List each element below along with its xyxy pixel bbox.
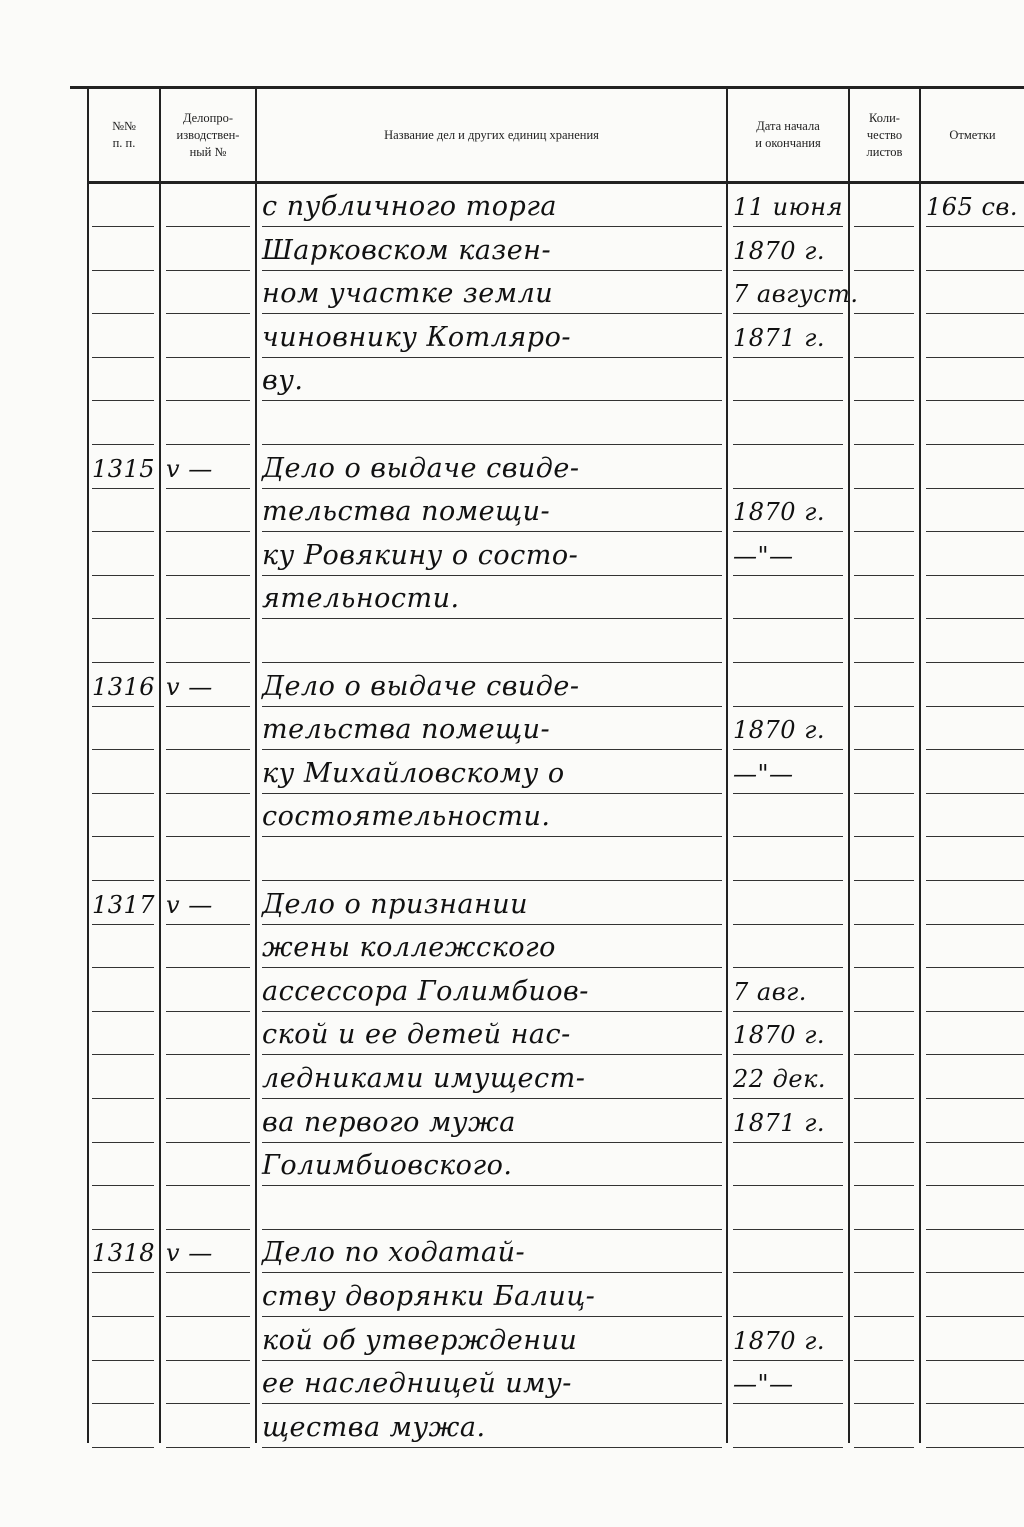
item-dates: 1870 г. — [733, 232, 843, 271]
office-number — [166, 537, 250, 576]
item-notes — [926, 1147, 1024, 1186]
item-dates: —"— — [733, 1365, 843, 1404]
sheet-count — [854, 1278, 914, 1317]
office-number — [166, 842, 250, 881]
header-office-number: Делопро- изводствен- ный № — [176, 110, 240, 159]
sheet-count — [854, 1016, 914, 1055]
office-number — [166, 1278, 250, 1317]
table-row — [0, 925, 1024, 969]
item-title: тельства помещи- — [262, 493, 722, 532]
table-row — [0, 315, 1024, 359]
item-notes — [926, 319, 1024, 358]
sheet-count — [854, 1147, 914, 1186]
item-title: кой об утверждении — [262, 1322, 722, 1361]
header-title: Название дел и других единиц хранения — [384, 127, 599, 142]
office-number — [166, 798, 250, 837]
table-row — [0, 969, 1024, 1013]
item-number — [92, 1278, 154, 1317]
office-number — [166, 711, 250, 750]
item-title: ледниками имущест- — [262, 1060, 722, 1099]
table-row — [0, 838, 1024, 882]
item-number — [92, 406, 154, 445]
sheet-count — [854, 1365, 914, 1404]
office-number — [166, 1322, 250, 1361]
item-title: ва первого мужа — [262, 1104, 722, 1143]
office-number — [166, 755, 250, 794]
sheet-count — [854, 537, 914, 576]
item-title: ном участке земли — [262, 275, 722, 314]
table-row — [0, 576, 1024, 620]
office-number — [166, 1409, 250, 1448]
item-dates — [733, 406, 843, 445]
sheet-count — [854, 842, 914, 881]
item-notes — [926, 1322, 1024, 1361]
item-number — [92, 711, 154, 750]
office-number — [166, 580, 250, 619]
item-number: 1317 — [92, 886, 154, 925]
item-notes — [926, 624, 1024, 663]
item-notes — [926, 711, 1024, 750]
office-number — [166, 1060, 250, 1099]
item-notes — [926, 406, 1024, 445]
office-number — [166, 973, 250, 1012]
item-notes — [926, 886, 1024, 925]
item-notes — [926, 798, 1024, 837]
item-title: Шарковском казен- — [262, 232, 722, 271]
item-notes — [926, 973, 1024, 1012]
header-number: №№ п. п. — [112, 119, 136, 150]
item-number — [92, 319, 154, 358]
item-title: чиновнику Котляро- — [262, 319, 722, 358]
item-number — [92, 232, 154, 271]
table-row — [0, 620, 1024, 664]
item-title: Голимбиовского. — [262, 1147, 722, 1186]
item-number — [92, 1322, 154, 1361]
sheet-count — [854, 711, 914, 750]
item-notes — [926, 580, 1024, 619]
office-number — [166, 929, 250, 968]
item-title: ассессора Голимбиов- — [262, 973, 722, 1012]
item-notes — [926, 1278, 1024, 1317]
item-title: жены коллежского — [262, 929, 722, 968]
table-row — [0, 1405, 1024, 1449]
table-row — [0, 664, 1024, 708]
item-title: ву. — [262, 362, 722, 401]
item-dates — [733, 929, 843, 968]
item-title: Дело о выдаче свиде- — [262, 668, 722, 707]
item-dates — [733, 886, 843, 925]
office-number — [166, 1104, 250, 1143]
table-row — [0, 1100, 1024, 1144]
sheet-count — [854, 1060, 914, 1099]
item-dates: 1871 г. — [733, 319, 843, 358]
item-notes — [926, 1409, 1024, 1448]
item-notes — [926, 1234, 1024, 1273]
item-dates — [733, 362, 843, 401]
table-row — [0, 1230, 1024, 1274]
item-dates: 7 август. — [733, 275, 843, 314]
item-number — [92, 755, 154, 794]
item-notes — [926, 1104, 1024, 1143]
item-dates: 7 авг. — [733, 973, 843, 1012]
office-number: v — — [166, 450, 250, 489]
item-dates: 1870 г. — [733, 1016, 843, 1055]
item-dates: —"— — [733, 755, 843, 794]
header-sheet-count: Коли- чество листов — [866, 110, 903, 159]
item-number — [92, 798, 154, 837]
table-row — [0, 794, 1024, 838]
item-number — [92, 1191, 154, 1230]
table-row — [0, 1143, 1024, 1187]
item-notes — [926, 1016, 1024, 1055]
item-number — [92, 929, 154, 968]
item-title: ее наследницей иму- — [262, 1365, 722, 1404]
item-dates — [733, 624, 843, 663]
item-number — [92, 1147, 154, 1186]
item-notes — [926, 755, 1024, 794]
sheet-count — [854, 1234, 914, 1273]
item-number — [92, 1016, 154, 1055]
table-row — [0, 402, 1024, 446]
item-number — [92, 1365, 154, 1404]
office-number: v — — [166, 886, 250, 925]
item-dates — [733, 580, 843, 619]
item-title: тельства помещи- — [262, 711, 722, 750]
sheet-count — [854, 275, 914, 314]
item-title: ку Михайловскому о — [262, 755, 722, 794]
item-number — [92, 842, 154, 881]
office-number: v — — [166, 668, 250, 707]
sheet-count — [854, 1409, 914, 1448]
item-dates: 1870 г. — [733, 493, 843, 532]
item-title: Дело о выдаче свиде- — [262, 450, 722, 489]
item-number — [92, 362, 154, 401]
sheet-count — [854, 362, 914, 401]
table-row — [0, 707, 1024, 751]
item-notes — [926, 668, 1024, 707]
office-number — [166, 406, 250, 445]
item-notes — [926, 1060, 1024, 1099]
item-title: ской и ее детей нас- — [262, 1016, 722, 1055]
item-dates — [733, 668, 843, 707]
item-title: состоятельности. — [262, 798, 722, 837]
table-row — [0, 228, 1024, 272]
sheet-count — [854, 319, 914, 358]
table-row — [0, 751, 1024, 795]
item-dates — [733, 798, 843, 837]
office-number: v — — [166, 1234, 250, 1273]
item-number: 1318 — [92, 1234, 154, 1273]
table-header — [0, 89, 1024, 181]
item-dates — [733, 450, 843, 489]
item-dates: —"— — [733, 537, 843, 576]
sheet-count — [854, 1191, 914, 1230]
item-dates — [733, 1147, 843, 1186]
table-row — [0, 489, 1024, 533]
item-dates — [733, 1278, 843, 1317]
item-notes — [926, 537, 1024, 576]
table-row — [0, 1274, 1024, 1318]
item-title: ятельности. — [262, 580, 722, 619]
item-number — [92, 537, 154, 576]
item-title: Дело по ходатай- — [262, 1234, 722, 1273]
table-row — [0, 1361, 1024, 1405]
office-number — [166, 275, 250, 314]
item-title — [262, 406, 722, 445]
table-row — [0, 1012, 1024, 1056]
item-notes — [926, 232, 1024, 271]
sheet-count — [854, 668, 914, 707]
header-notes: Отметки — [949, 127, 996, 142]
item-dates: 1870 г. — [733, 1322, 843, 1361]
item-notes — [926, 275, 1024, 314]
office-number — [166, 188, 250, 227]
sheet-count — [854, 188, 914, 227]
table-row — [0, 533, 1024, 577]
sheet-count — [854, 493, 914, 532]
item-number — [92, 1409, 154, 1448]
item-notes — [926, 450, 1024, 489]
office-number — [166, 1191, 250, 1230]
item-title: ству дворянки Балиц- — [262, 1278, 722, 1317]
table-row — [0, 271, 1024, 315]
table-row — [0, 882, 1024, 926]
item-title — [262, 842, 722, 881]
sheet-count — [854, 624, 914, 663]
sheet-count — [854, 755, 914, 794]
item-dates: 22 дек. — [733, 1060, 843, 1099]
item-dates — [733, 1409, 843, 1448]
table-row — [0, 446, 1024, 490]
sheet-count — [854, 798, 914, 837]
item-notes — [926, 1191, 1024, 1230]
sheet-count — [854, 929, 914, 968]
office-number — [166, 1016, 250, 1055]
item-number: 1315 — [92, 450, 154, 489]
item-dates: 11 июня — [733, 188, 843, 227]
item-title: ку Ровякину о состо- — [262, 537, 722, 576]
item-dates: 1871 г. — [733, 1104, 843, 1143]
item-title: с публичного торга — [262, 188, 722, 227]
office-number — [166, 232, 250, 271]
item-notes: 165 св. — [926, 188, 1024, 227]
item-title — [262, 1191, 722, 1230]
item-dates — [733, 1234, 843, 1273]
table-row — [0, 358, 1024, 402]
item-title: щества мужа. — [262, 1409, 722, 1448]
item-notes — [926, 362, 1024, 401]
office-number — [166, 1365, 250, 1404]
item-number — [92, 624, 154, 663]
item-number: 1316 — [92, 668, 154, 707]
table-row — [0, 1056, 1024, 1100]
table-row — [0, 1187, 1024, 1231]
sheet-count — [854, 973, 914, 1012]
item-number — [92, 973, 154, 1012]
item-notes — [926, 842, 1024, 881]
sheet-count — [854, 580, 914, 619]
office-number — [166, 362, 250, 401]
office-number — [166, 319, 250, 358]
sheet-count — [854, 232, 914, 271]
header-dates: Дата начала и окончания — [755, 119, 821, 150]
office-number — [166, 624, 250, 663]
sheet-count — [854, 1104, 914, 1143]
item-number — [92, 188, 154, 227]
item-dates — [733, 842, 843, 881]
item-notes — [926, 493, 1024, 532]
item-number — [92, 275, 154, 314]
sheet-count — [854, 450, 914, 489]
item-dates — [733, 1191, 843, 1230]
item-notes — [926, 929, 1024, 968]
table-row — [0, 1318, 1024, 1362]
item-notes — [926, 1365, 1024, 1404]
item-number — [92, 580, 154, 619]
office-number — [166, 1147, 250, 1186]
sheet-count — [854, 406, 914, 445]
item-dates: 1870 г. — [733, 711, 843, 750]
item-number — [92, 1104, 154, 1143]
sheet-count — [854, 886, 914, 925]
item-title: Дело о признании — [262, 886, 722, 925]
sheet-count — [854, 1322, 914, 1361]
item-title — [262, 624, 722, 663]
item-number — [92, 493, 154, 532]
office-number — [166, 493, 250, 532]
item-number — [92, 1060, 154, 1099]
table-row — [0, 184, 1024, 228]
